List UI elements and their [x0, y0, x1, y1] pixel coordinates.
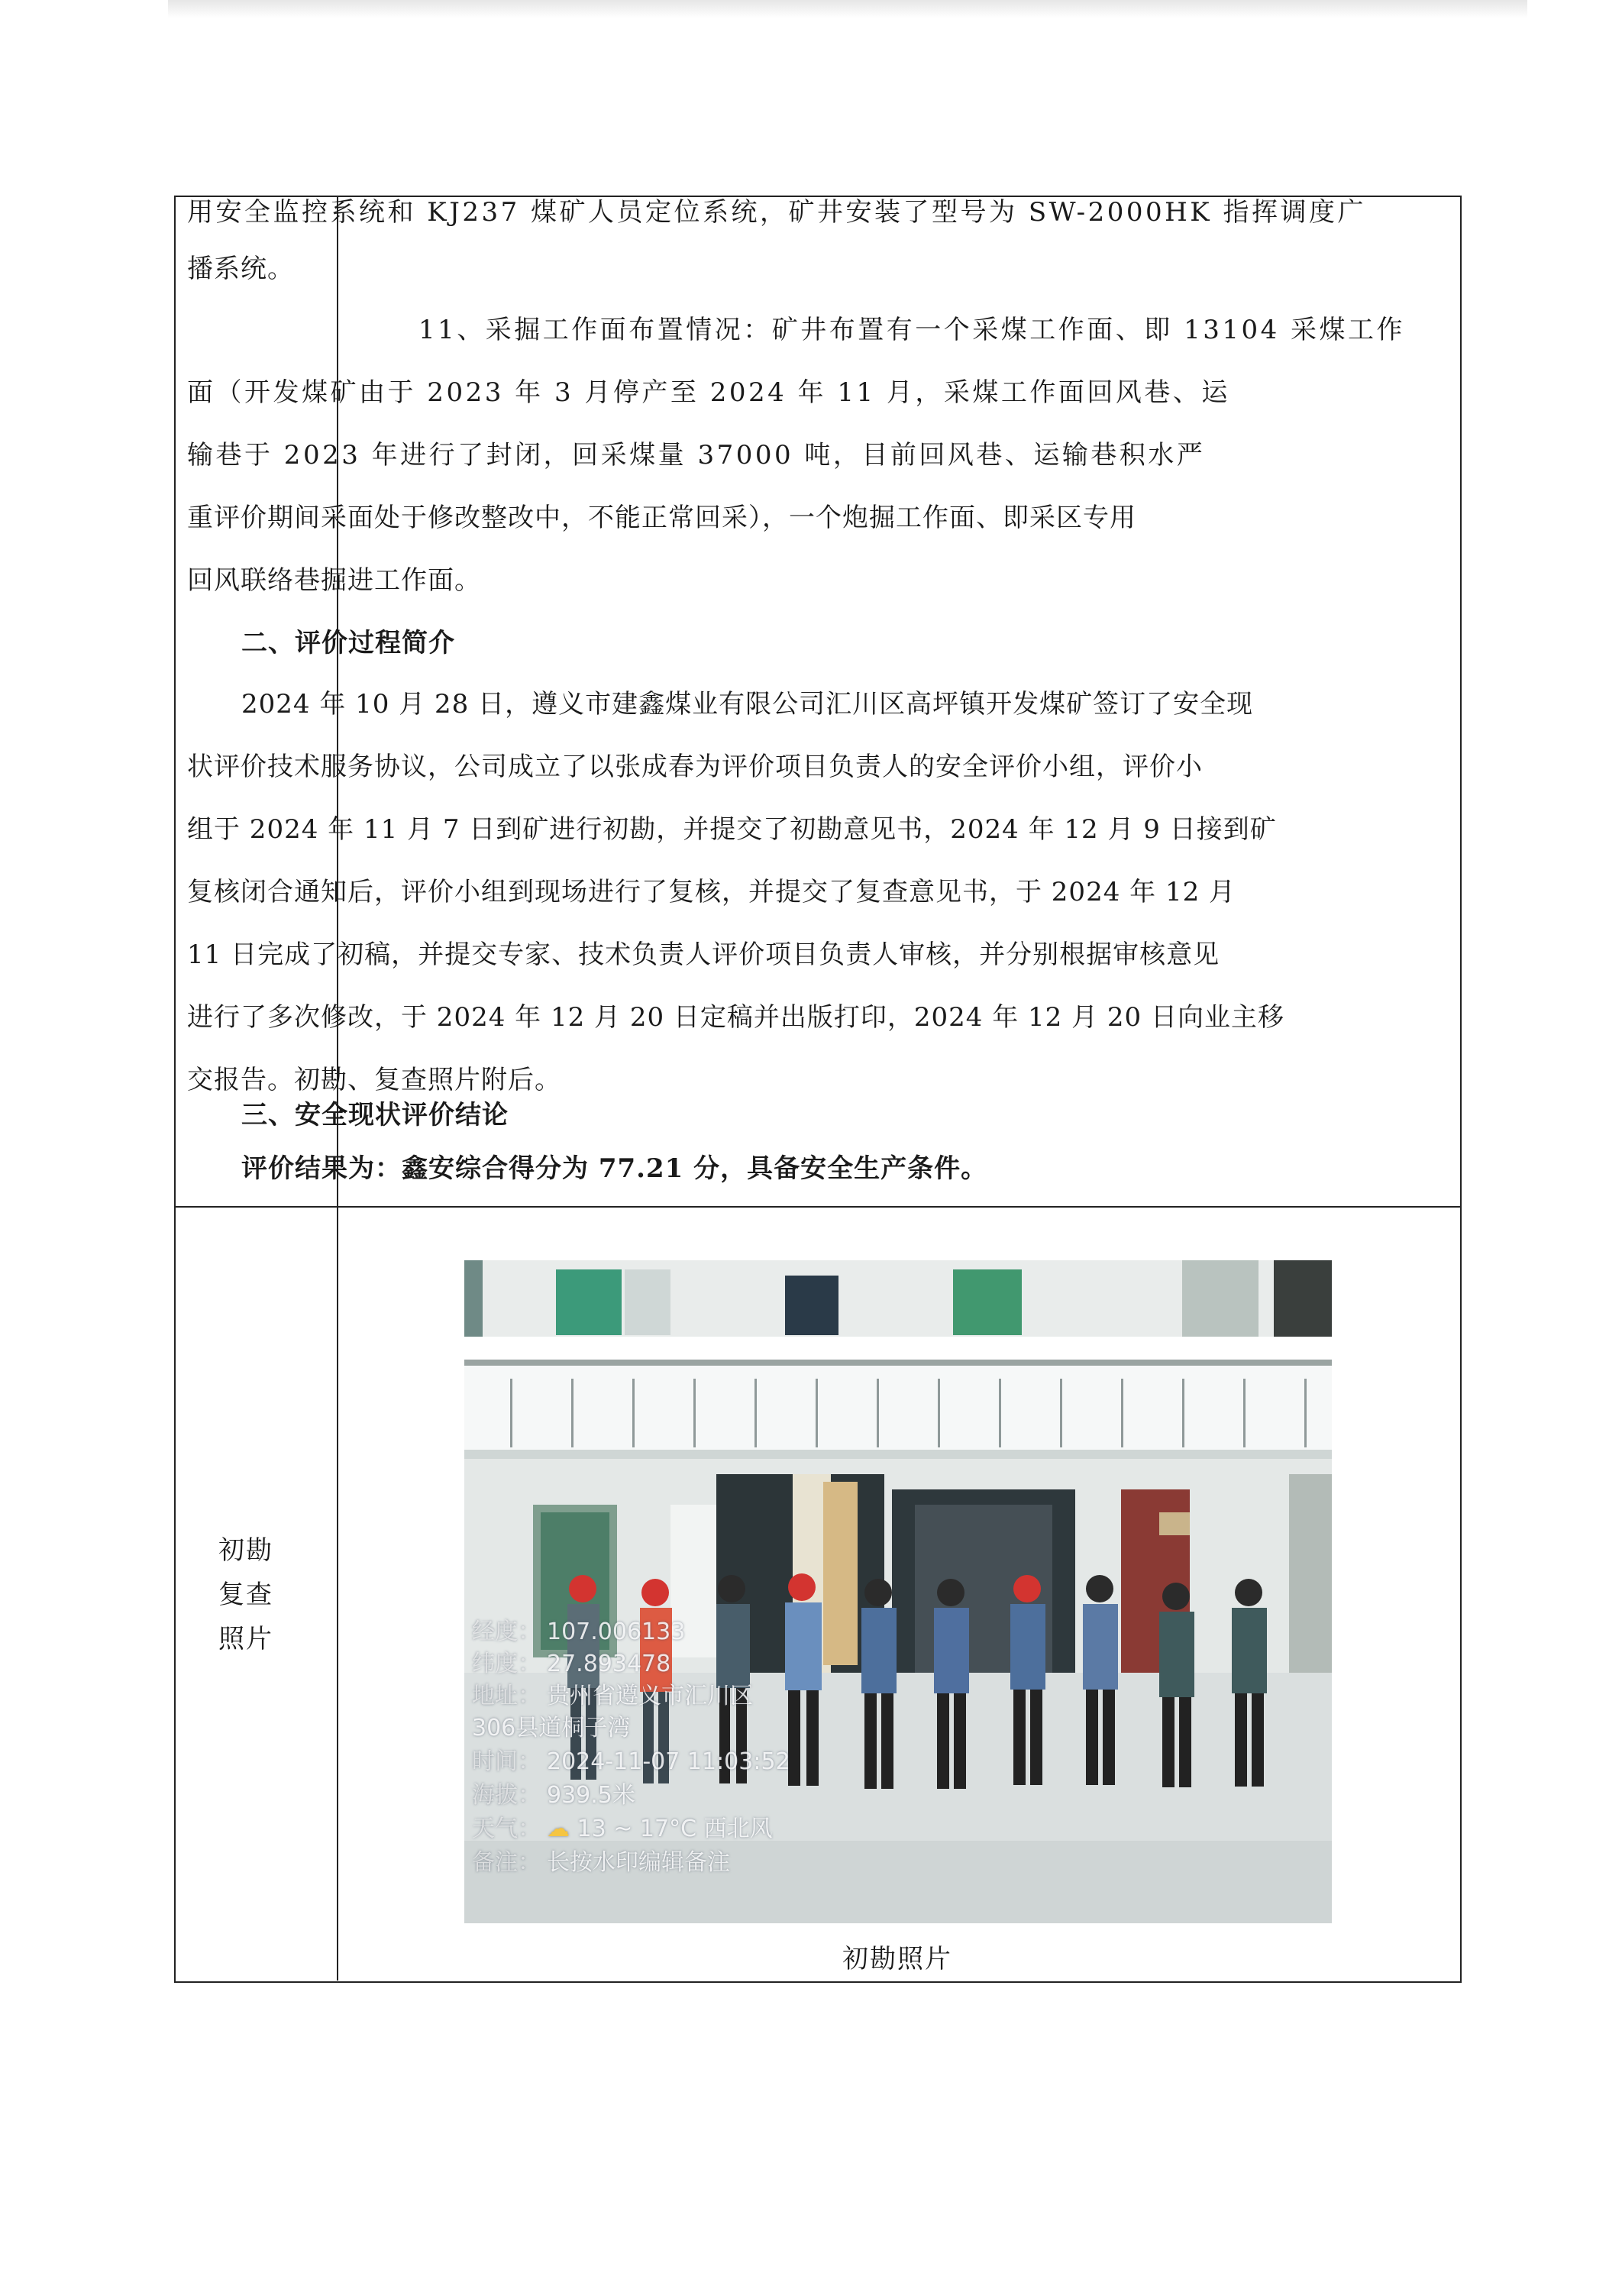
- paragraph-line: 组于 2024 年 11 月 7 日到矿进行初勘，并提交了初勘意见书，2024 年 12 月 9 日接到矿: [187, 814, 1277, 845]
- paragraph-line: 播系统。: [187, 254, 294, 284]
- paragraph-line: 11、采掘工作面布置情况：矿井布置有一个采煤工作面、即 13104 采煤工作: [418, 315, 1406, 345]
- paragraph-line: 回风联络巷掘进工作面。: [187, 565, 481, 596]
- paragraph-line: 状评价技术服务协议，公司成立了以张成春为评价项目负责人的安全评价小组，评价小: [187, 752, 1203, 782]
- watermark-address: 地址： 贵州省遵义市汇川区: [472, 1683, 753, 1709]
- photo-row-label: 初勘: [218, 1535, 273, 1566]
- paragraph-line: 输巷于 2023 年进行了封闭，回采煤量 37000 吨，目前回风巷、运输巷积水严: [187, 440, 1206, 471]
- paragraph-line: 复核闭合通知后，评价小组到现场进行了复核，并提交了复查意见书，于 2024 年 12 月: [187, 877, 1236, 907]
- section-heading: 二、评价过程简介: [241, 628, 455, 658]
- paragraph-line: 重评价期间采面处于修改整改中，不能正常回采），一个炮掘工作面、即采区专用: [187, 503, 1136, 533]
- inspection-photo: [464, 1260, 1332, 1923]
- watermark-time: 时间： 2024-11-07 11:03:52: [472, 1748, 790, 1775]
- photo-row-label: 照片: [218, 1624, 273, 1654]
- photo-caption: 初勘照片: [842, 1944, 952, 1974]
- paragraph-line: 面（开发煤矿由于 2023 年 3 月停产至 2024 年 11 月，采煤工作面回风巷、运: [187, 377, 1230, 408]
- photo-row-label: 复查: [218, 1580, 273, 1610]
- watermark-altitude: 海拔： 939.5米: [472, 1782, 635, 1809]
- paragraph-line: 交报告。初勘、复查照片附后。: [187, 1065, 561, 1095]
- watermark-address-line2: 306县道桐子湾: [472, 1715, 631, 1741]
- watermark-longitude: 经度： 107.006133: [472, 1619, 686, 1645]
- paragraph-line: 进行了多次修改，于 2024 年 12 月 20 日定稿并出版打印，2024 年 12 月 20 日向业主移: [187, 1002, 1284, 1033]
- paragraph-line: 用安全监控系统和 KJ237 煤矿人员定位系统，矿井安装了型号为 SW-2000HK 指挥调度广: [187, 197, 1366, 228]
- paragraph-line: 11 日完成了初稿，并提交专家、技术负责人评价项目负责人审核，并分别根据审核意见: [187, 939, 1220, 970]
- watermark-note: 备注： 长按水印编辑备注: [472, 1849, 730, 1876]
- scan-top-edge: [168, 0, 1527, 18]
- conclusion-text: 评价结果为：鑫安综合得分为 77.21 分，具备安全生产条件。: [241, 1153, 988, 1184]
- weather-icon: ☁: [547, 1816, 577, 1842]
- section-heading: 三、安全现状评价结论: [241, 1100, 509, 1130]
- paragraph-line: 2024 年 10 月 28 日，遵义市建鑫煤业有限公司汇川区高坪镇开发煤矿签订了安全现: [241, 689, 1254, 720]
- watermark-weather: 天气： ☁ 13 ~ 17°C 西北风: [472, 1816, 773, 1842]
- watermark-latitude: 纬度： 27.893478: [472, 1651, 671, 1677]
